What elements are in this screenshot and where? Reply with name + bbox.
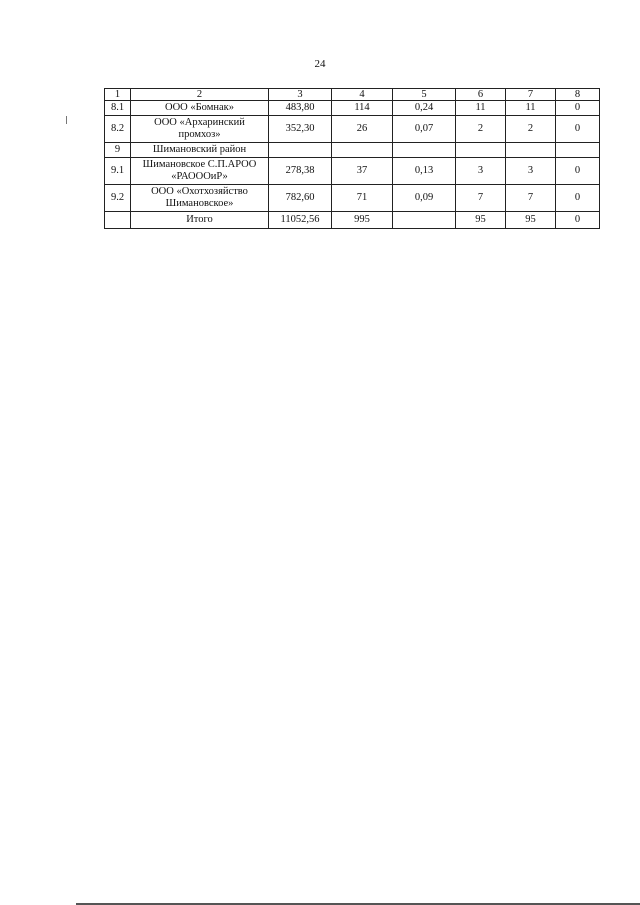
value-cell bbox=[269, 143, 332, 158]
value-cell bbox=[556, 143, 600, 158]
value-cell: 0,07 bbox=[393, 116, 456, 143]
value-cell: 71 bbox=[332, 185, 393, 212]
value-cell: 2 bbox=[456, 116, 506, 143]
table-row bbox=[105, 143, 600, 158]
row-number-cell: 9.2 bbox=[105, 185, 131, 212]
value-cell: 3 bbox=[456, 158, 506, 185]
header-cell: 5 bbox=[393, 89, 456, 101]
value-cell: 37 bbox=[332, 158, 393, 185]
table-row bbox=[105, 158, 600, 185]
value-cell: 0,24 bbox=[393, 101, 456, 116]
table-row bbox=[105, 185, 600, 212]
value-cell: 0 bbox=[556, 116, 600, 143]
organization-cell: ООО «Архаринский промхоз» bbox=[131, 116, 269, 143]
value-cell: 0,09 bbox=[393, 185, 456, 212]
value-cell: 352,30 bbox=[269, 116, 332, 143]
table-header-row bbox=[105, 89, 600, 101]
total-value-cell: 995 bbox=[332, 212, 393, 229]
header-cell: 1 bbox=[105, 89, 131, 101]
total-value-cell: 95 bbox=[506, 212, 556, 229]
value-cell: 278,38 bbox=[269, 158, 332, 185]
value-cell: 7 bbox=[456, 185, 506, 212]
value-cell: 114 bbox=[332, 101, 393, 116]
header-cell: 4 bbox=[332, 89, 393, 101]
header-cell: 8 bbox=[556, 89, 600, 101]
table-row bbox=[105, 116, 600, 143]
value-cell: 7 bbox=[506, 185, 556, 212]
value-cell bbox=[506, 143, 556, 158]
organization-cell: ООО «Охотхозяйство Шимановское» bbox=[131, 185, 269, 212]
row-number-cell: 9.1 bbox=[105, 158, 131, 185]
total-row bbox=[105, 212, 600, 229]
organization-cell: Шимановское С.П.АРОО «РАОООиР» bbox=[131, 158, 269, 185]
value-cell: 3 bbox=[506, 158, 556, 185]
value-cell bbox=[332, 143, 393, 158]
table-row bbox=[105, 101, 600, 116]
header-cell: 2 bbox=[131, 89, 269, 101]
row-number-cell: 8.1 bbox=[105, 101, 131, 116]
value-cell: 11 bbox=[456, 101, 506, 116]
value-cell bbox=[393, 143, 456, 158]
value-cell: 2 bbox=[506, 116, 556, 143]
row-number-cell bbox=[105, 212, 131, 229]
total-value-cell bbox=[393, 212, 456, 229]
total-label: Итого bbox=[131, 212, 269, 229]
value-cell: 0 bbox=[556, 185, 600, 212]
value-cell: 11 bbox=[506, 101, 556, 116]
organization-cell: ООО «Бомнак» bbox=[131, 101, 269, 116]
total-value-cell: 0 bbox=[556, 212, 600, 229]
total-value-cell: 11052,56 bbox=[269, 212, 332, 229]
value-cell: 782,60 bbox=[269, 185, 332, 212]
value-cell bbox=[456, 143, 506, 158]
value-cell: 0 bbox=[556, 101, 600, 116]
district-cell: Шимановский район bbox=[131, 143, 269, 158]
header-cell: 6 bbox=[456, 89, 506, 101]
value-cell: 26 bbox=[332, 116, 393, 143]
row-number-cell: 9 bbox=[105, 143, 131, 158]
value-cell: 483,80 bbox=[269, 101, 332, 116]
value-cell: 0,13 bbox=[393, 158, 456, 185]
total-value-cell: 95 bbox=[456, 212, 506, 229]
header-cell: 7 bbox=[506, 89, 556, 101]
header-cell: 3 bbox=[269, 89, 332, 101]
page-number: 24 bbox=[314, 58, 326, 70]
row-number-cell: 8.2 bbox=[105, 116, 131, 143]
data-table bbox=[104, 88, 600, 229]
value-cell: 0 bbox=[556, 158, 600, 185]
margin-mark bbox=[66, 116, 67, 124]
